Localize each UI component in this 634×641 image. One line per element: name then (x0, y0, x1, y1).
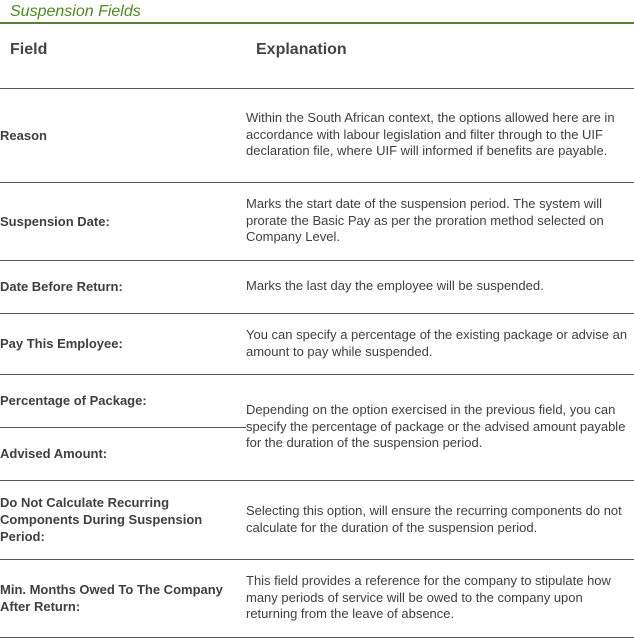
section-title-bar (0, 0, 634, 24)
table-row (0, 374, 634, 427)
table-row (0, 559, 634, 637)
table-header-row (0, 28, 634, 88)
field-name: Pay This Employee: (0, 313, 246, 374)
suspension-fields-table (0, 28, 634, 638)
field-name: Reason (0, 88, 246, 182)
field-explanation: Depending on the option exercised in the previous field, you can specify the percentage of package or the advised amount payable for the duration of the suspension period. (246, 374, 634, 480)
field-explanation: You can specify a percentage of the existing package or advise an amount to pay while suspended. (246, 313, 634, 374)
field-explanation: Within the South African context, the options allowed here are in accordance with labour legislation and filter through to the UIF declaration file, where UIF will informed if benefits are payable. (246, 88, 634, 182)
field-name: Do Not Calculate Recurring Components During Suspension Period: (0, 480, 246, 559)
table-row (0, 88, 634, 182)
field-explanation: Marks the last day the employee will be suspended. (246, 260, 634, 313)
field-explanation: Selecting this option, will ensure the recurring components do not calculate for the duration of the suspension period. (246, 480, 634, 559)
header-field: Field (0, 28, 246, 88)
section-title: Suspension Fields (10, 3, 141, 20)
table-row (0, 480, 634, 559)
table-row (0, 313, 634, 374)
table-row (0, 182, 634, 260)
field-explanation: This field provides a reference for the company to stipulate how many periods of service will be owed to the company upon returning from the leave of absence. (246, 559, 634, 637)
field-name: Suspension Date: (0, 182, 246, 260)
field-name: Advised Amount: (0, 427, 246, 480)
field-name: Percentage of Package: (0, 374, 246, 427)
header-explanation: Explanation (246, 28, 634, 88)
field-explanation: Marks the start date of the suspension period. The system will prorate the Basic Pay as per the proration method selected on Company Level. (246, 182, 634, 260)
table-row (0, 260, 634, 313)
field-name: Date Before Return: (0, 260, 246, 313)
field-name: Min. Months Owed To The Company After Return: (0, 559, 246, 637)
